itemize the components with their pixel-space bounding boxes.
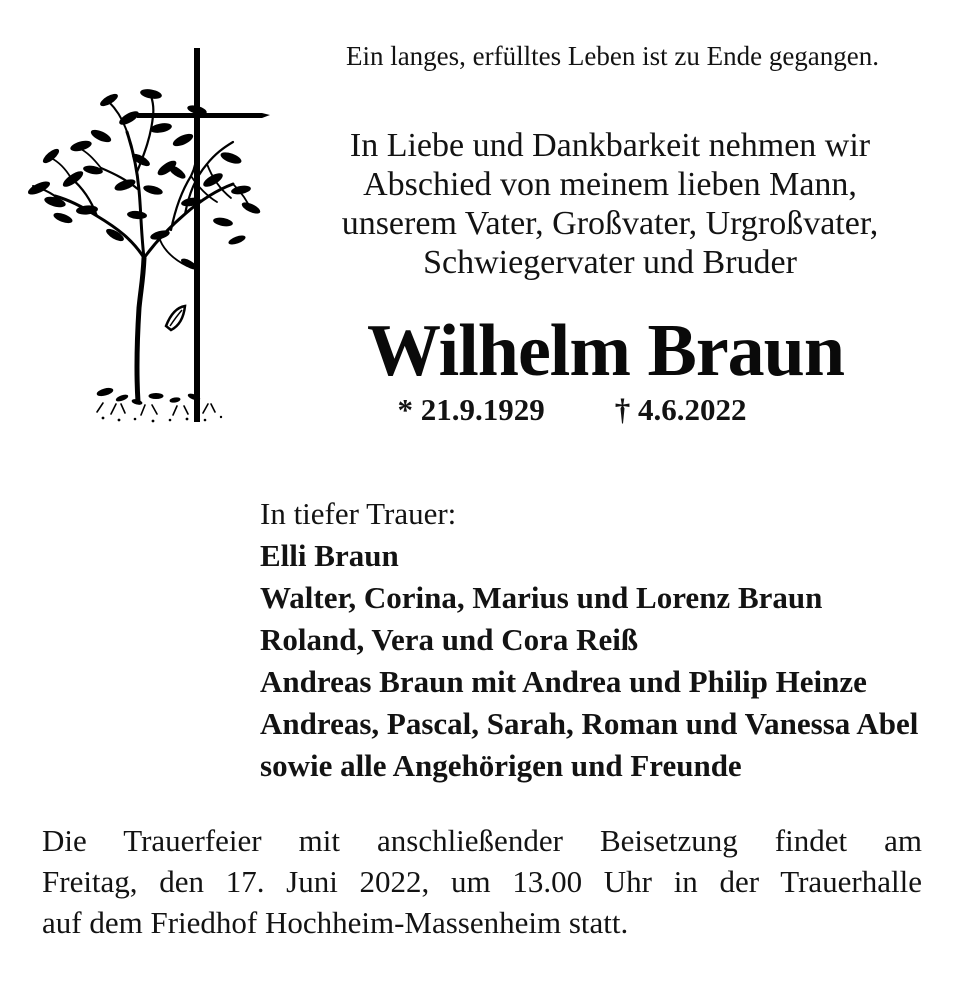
falling-leaf [166, 306, 185, 330]
funeral-info-line: auf dem Friedhof Hochheim-Massenheim statt. [42, 905, 629, 940]
mourners-block [260, 493, 940, 787]
epigraph-line: Ein langes, erfülltes Leben ist zu Ende gegangen. [345, 41, 880, 71]
deceased-name: Wilhelm Braun [367, 310, 844, 392]
birth-date: * 21.9.1929 [397, 392, 545, 427]
mourner-line: Walter, Corina, Marius und Lorenz Braun [260, 580, 823, 615]
mourner-line: Elli Braun [260, 538, 399, 573]
announcement-block [295, 126, 925, 282]
announcement-line: In Liebe und Dankbarkeit nehmen wir [349, 127, 871, 164]
funeral-info-line: Freitag, den 17. Juni 2022, um 13.00 Uhr in der Trauerhalle [42, 864, 922, 899]
mourner-line: sowie alle Angehörigen und Freunde [260, 748, 742, 783]
mourner-line: Andreas, Pascal, Sarah, Roman und Vanessa Abel [260, 706, 919, 741]
tree-and-cross-icon [25, 40, 270, 435]
mourner-line: Roland, Vera und Cora Reiß [260, 622, 639, 657]
tree-branches [33, 96, 251, 402]
announcement-line: unserem Vater, Großvater, Urgroßvater, [341, 205, 879, 242]
death-date: † 4.6.2022 [614, 392, 747, 427]
mourning-intro: In tiefer Trauer: [260, 496, 457, 531]
mourner-line: Andreas Braun mit Andrea und Philip Heinze [260, 664, 867, 699]
announcement-line: Schwiegervater und Bruder [423, 244, 797, 281]
announcement-line: Abschied von meinem lieben Mann, [363, 166, 857, 203]
grass-base [96, 387, 222, 422]
funeral-info-line: Die Trauerfeier mit anschließender Beisetzung findet am [42, 823, 922, 858]
life-dates [262, 393, 882, 427]
funeral-info-block [42, 820, 922, 943]
